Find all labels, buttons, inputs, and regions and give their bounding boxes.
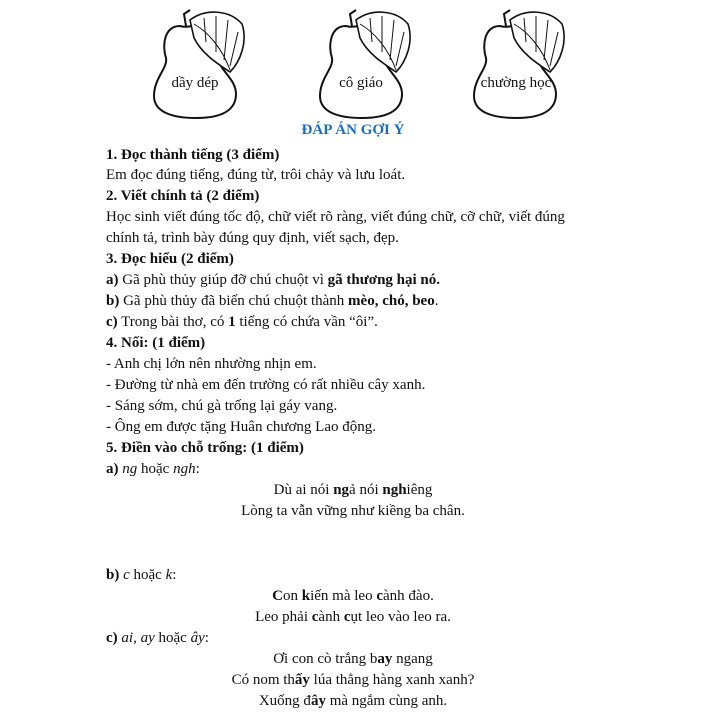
text-line — [106, 270, 440, 290]
text-segment: b) — [106, 567, 120, 583]
text-segment: iêng — [406, 482, 433, 498]
text-segment: gã thương hại nó. — [327, 272, 441, 288]
text-segment: Có nom th — [231, 672, 295, 688]
text-segment: ấy — [294, 672, 310, 688]
pear-label: dầy dép — [171, 75, 219, 91]
text-segment: - Ông em được tặng Huân chương Lao động. — [106, 419, 376, 435]
text-segment: . — [434, 293, 439, 309]
text-line — [106, 165, 405, 185]
text-segment: hoặc — [137, 461, 174, 477]
text-line — [106, 186, 259, 206]
poem-line — [0, 691, 706, 711]
text-segment: 3. Đọc hiểu (2 điểm) — [106, 251, 234, 267]
text-line — [106, 312, 378, 332]
text-segment: lúa thẳng hàng xanh xanh? — [309, 672, 475, 688]
text-segment: 4. Nối: (1 điểm) — [106, 335, 206, 351]
text-segment: k — [301, 588, 311, 604]
text-segment: a) — [106, 272, 119, 288]
text-line — [106, 354, 317, 374]
text-segment: Gã phù thủy đã biến chú chuột thành — [119, 293, 349, 309]
poem-line — [0, 649, 706, 669]
text-line — [106, 459, 200, 479]
pear-label: chường học — [480, 75, 552, 91]
text-segment: iến mà leo — [310, 588, 377, 604]
text-segment: ay — [140, 630, 155, 646]
pear-label: cô giáo — [339, 75, 383, 91]
text-segment: : — [195, 461, 200, 477]
text-segment: Em đọc đúng tiếng, đúng từ, trôi chảy và lưu loát. — [106, 167, 406, 183]
text-line — [106, 207, 565, 227]
text-line — [106, 438, 304, 458]
text-segment: Xuống đ — [258, 693, 311, 709]
text-segment: 2. Viết chính tả (2 điểm) — [106, 188, 260, 204]
text-segment: c — [311, 609, 319, 625]
text-segment: Học sinh viết đúng tốc độ, chữ viết rõ ràng, viết đúng chữ, cỡ chữ, viết đúng — [106, 209, 565, 225]
text-segment: ngh — [382, 482, 407, 498]
text-line — [106, 333, 205, 353]
text-segment: mèo, chó, beo — [348, 293, 435, 309]
text-segment: c — [123, 567, 130, 583]
poem-line — [0, 607, 706, 627]
text-segment: Trong bài thơ, có — [117, 314, 229, 330]
text-segment: - Anh chị lớn nên nhường nhịn em. — [106, 356, 317, 372]
text-segment: Lòng ta vẫn vững như kiềng ba chân. — [241, 503, 465, 519]
text-segment: ành đào. — [383, 588, 434, 604]
text-segment: ngang — [392, 651, 433, 667]
poem-line — [0, 480, 706, 500]
answer-key-title: ĐÁP ÁN GỢI Ý — [301, 122, 405, 138]
text-segment: 1 — [228, 314, 236, 330]
text-line — [106, 249, 234, 269]
text-segment: - Đường từ nhà em đến trường có rất nhiều cây xanh. — [106, 377, 426, 393]
text-segment: ng — [122, 461, 138, 477]
text-line — [106, 417, 376, 437]
text-segment: b) — [106, 293, 120, 309]
poem-line — [0, 501, 706, 521]
text-segment: mà ngắm cùng anh. — [325, 693, 448, 709]
text-segment: ngh — [173, 461, 196, 477]
text-segment: ả nói — [349, 482, 383, 498]
text-segment: a) — [106, 461, 119, 477]
text-segment: on — [283, 588, 302, 604]
text-segment: Gã phù thủy giúp đỡ chú chuột vì — [118, 272, 328, 288]
text-segment: ây — [190, 630, 205, 646]
text-segment: Leo phải — [255, 609, 312, 625]
text-segment: - Sáng sớm, chú gà trống lại gáy vang. — [106, 398, 338, 414]
text-segment: C — [272, 588, 283, 604]
text-segment: 1. Đọc thành tiếng (3 điểm) — [106, 147, 280, 163]
text-segment: c — [343, 609, 351, 625]
text-segment: ành — [318, 609, 344, 625]
text-line — [106, 396, 337, 416]
pear-image — [316, 2, 426, 120]
text-segment: hoặc — [154, 630, 191, 646]
text-segment: : — [172, 567, 177, 583]
text-segment: ay — [377, 651, 393, 667]
text-segment: ng — [333, 482, 350, 498]
text-line — [106, 628, 209, 648]
text-segment: c) — [106, 314, 118, 330]
text-line — [106, 565, 176, 585]
text-segment: Ơi con cò trắng b — [273, 651, 378, 667]
text-segment: c — [376, 588, 383, 604]
text-segment: tiếng có chứa vần “ôi”. — [235, 314, 378, 330]
text-segment: c) — [106, 630, 118, 646]
poem-line — [0, 670, 706, 690]
text-line — [106, 291, 438, 311]
text-line — [106, 375, 425, 395]
text-segment: chính tả, trình bày đúng quy định, viết sạch, đẹp. — [106, 230, 399, 246]
text-segment: : — [204, 630, 209, 646]
text-segment: hoặc — [129, 567, 166, 583]
text-line — [106, 145, 279, 165]
pear-image — [150, 2, 260, 120]
text-line — [106, 228, 399, 248]
text-segment: Dù ai nói — [273, 482, 334, 498]
text-segment: k — [165, 567, 173, 583]
text-segment: ây — [310, 693, 326, 709]
text-segment: , — [133, 630, 141, 646]
text-segment: 5. Điền vào chỗ trống: (1 điểm) — [106, 440, 304, 456]
pear-image — [470, 2, 580, 120]
text-segment: ai — [121, 630, 134, 646]
poem-line — [0, 586, 706, 606]
text-segment: ụt leo vào leo ra. — [350, 609, 451, 625]
